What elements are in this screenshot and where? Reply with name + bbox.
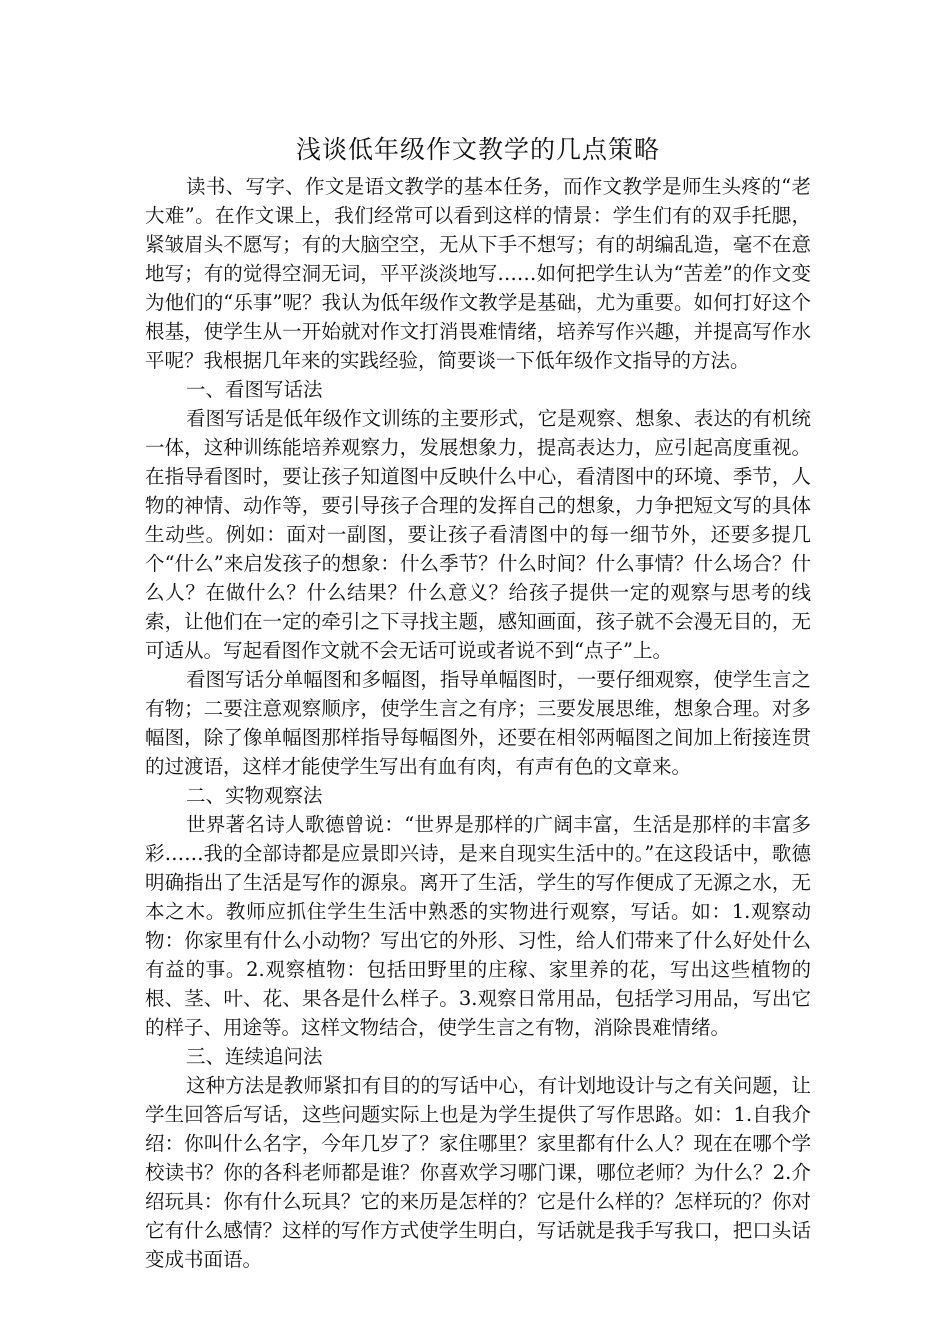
object-observation-paragraph: 世界著名诗人歌德曾说：“世界是那样的广阔丰富，生活是那样的丰富多彩……我的全部诗都是应景即兴诗，是来自现实生活中的。”在这段话中，歌德明确指出了生活是写作的源泉。离开了生活，学生的写作便成了无源之水，无本之木。教师应抓住学生生活中熟悉的实物进行观察，写话。如：1.观察动物：你家里有什么小动物？写出它的外形、习性，给人们带来了什么好处什么有益的事。2.观察植物：包括田野里的庄稼、家里养的花，写出这些植物的根、茎、叶、花、果各是什么样子。3.观察日常用品，包括学习用品，写出它的样子、用途等。这样文物结合，使学生言之有物，消除畏难情绪。 <box>145 813 811 1039</box>
continuous-questioning-paragraph: 这种方法是教师紧扣有目的的写话中心，有计划地设计与之有关问题，让学生回答后写话，这些问题实际上也是为学生提供了写作思路。如：1.自我介绍：你叫什么名字，今年几岁了？家住哪里？家里都有什么人？现在在哪个学校读书？你的各科老师都是谁？你喜欢学习哪门课，哪位老师？为什么？2.介绍玩具：你有什么玩具？它的来历是怎样的？它是什么样的？怎样玩的？你对它有什么感情？这样的写作方式使学生明白，写话就是我手写我口，把口头话变成书面语。 <box>145 1074 811 1271</box>
document-title: 浅谈低年级作文教学的几点策略 <box>295 135 660 164</box>
section-heading-object-observation: 二、实物观察法 <box>186 784 323 807</box>
intro-paragraph: 读书、写字、作文是语文教学的基本任务，而作文教学是师生头疼的“老大难”。在作文课上，我们经常可以看到这样的情景：学生们有的双手托腮，紧皱眉头不愿写；有的大脑空空，无从下手不想写；有的胡编乱造，毫不在意地写；有的觉得空洞无词，平平淡淡地写……如何把学生认为“苦差”的作文变为他们的“乐事”呢？我认为低年级作文教学是基础，尤为重要。如何打好这个根基，使学生从一开始就对作文打消畏难情绪，培养写作兴趣，并提高写作水平呢？我根据几年来的实践经验，简要谈一下低年级作文指导的方法。 <box>145 175 811 372</box>
section-heading-continuous-questioning: 三、连续追问法 <box>186 1045 323 1068</box>
single-multi-picture-paragraph: 看图写话分单幅图和多幅图，指导单幅图时，一要仔细观察，使学生言之有物；二要注意观察顺序，使学生言之有序；三要发展思维，想象合理。对多幅图，除了像单幅图那样指导每幅图外，还要在相邻两幅图之间加上衔接连贯的过渡语，这样才能使学生写出有血有肉，有声有色的文章来。 <box>145 668 811 778</box>
document-page <box>145 130 811 1274</box>
picture-writing-paragraph: 看图写话是低年级作文训练的主要形式，它是观察、想象、表达的有机统一体，这种训练能培养观察力，发展想象力，提高表达力，应引起高度重视。在指导看图时，要让孩子知道图中反映什么中心，看清图中的环境、季节，人物的神情、动作等，要引导孩子合理的发挥自己的想象，力争把短文写的具体生动些。例如：面对一副图，要让孩子看清图中的每一细节外，还要多提几个“什么”来启发孩子的想象：什么季节？什么时间？什么事情？什么场合？什么人？在做什么？什么结果？什么意义？给孩子提供一定的观察与思考的线索，让他们在一定的牵引之下寻找主题，感知画面，孩子就不会漫无目的，无可适从。写起看图作文就不会无话可说或者说不到“点子”上。 <box>145 407 811 662</box>
section-heading-picture-writing: 一、看图写话法 <box>186 378 323 401</box>
